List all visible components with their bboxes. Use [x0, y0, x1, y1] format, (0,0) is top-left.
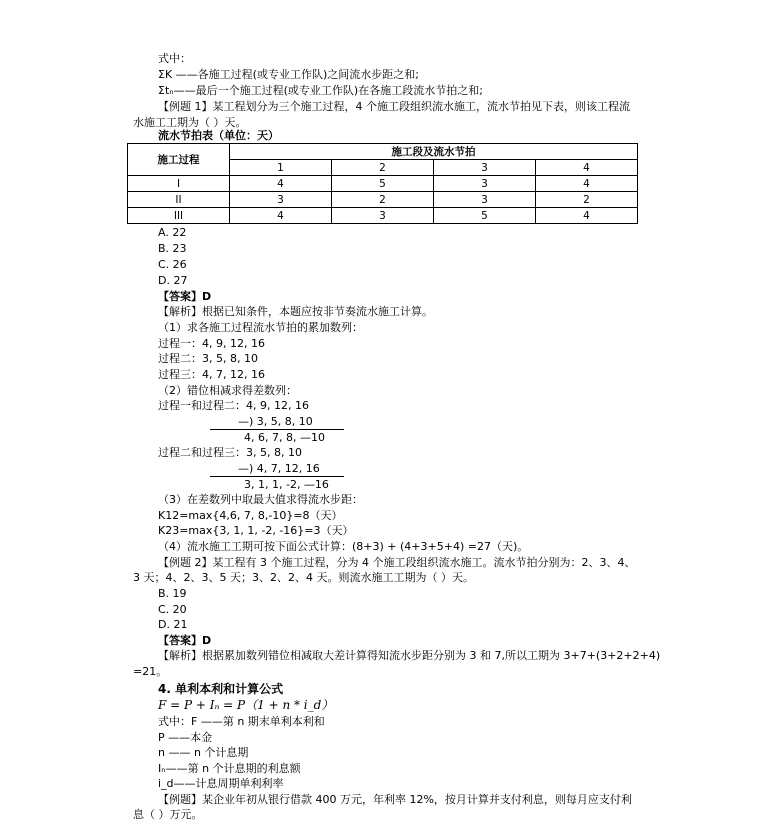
analysis: 【解析】根据累加数列错位相减取大差计算得知流水步距分别为 3 和 7,所以工期为 3+7+(3+2+2+4): [158, 649, 661, 662]
step-result: K12=max{4,6, 7, 8,-10}=8（天）: [158, 509, 343, 522]
difference-line: 4, 6, 7, 8, —10: [244, 431, 325, 444]
table-cell: 4: [536, 176, 638, 192]
table-cell: 4: [230, 176, 332, 192]
subtraction-rule: [210, 429, 344, 430]
example-question: 息（ ）万元。: [133, 808, 203, 821]
subtraction-line: 过程二和过程三：3, 5, 8, 10: [158, 446, 302, 459]
table-cell-process: II: [128, 192, 230, 208]
subtraction-line: 过程一和过程二：4, 9, 12, 16: [158, 399, 309, 412]
option-c: C. 20: [158, 603, 187, 616]
option-b: B. 23: [158, 242, 187, 255]
option-b: B. 19: [158, 587, 187, 600]
table-caption: 流水节拍表（单位：天）: [158, 129, 279, 142]
table-cell: 4: [536, 208, 638, 224]
formula-legend: P ——本金: [158, 731, 213, 744]
table-cell: 2: [332, 192, 434, 208]
step-heading: （1）求各施工过程流水节拍的累加数列：: [158, 321, 363, 334]
example1-question: 【例题 1】某工程划分为三个施工过程，4 个施工段组织流水施工，流水节拍见下表，则该工程流: [158, 100, 630, 113]
subtraction-line: —) 3, 5, 8, 10: [238, 415, 313, 428]
formula: F = P + Iₙ = P（1 + n * i_d）: [158, 698, 334, 712]
table-cell-process: I: [128, 176, 230, 192]
subtraction-line: —) 4, 7, 12, 16: [238, 462, 320, 475]
sequence-line: 过程一：4, 9, 12, 16: [158, 337, 265, 350]
intro-line: 式中：: [158, 52, 191, 65]
table-cell: 3: [434, 192, 536, 208]
option-c: C. 26: [158, 258, 187, 271]
answer: 【答案】D: [158, 290, 212, 303]
step-heading: （4）流水施工工期可按下面公式计算：(8+3) + (4+3+5+4) =27（天)。: [158, 540, 529, 553]
answer: 【答案】D: [158, 634, 212, 647]
table-cell: 5: [434, 208, 536, 224]
table-cell: 3: [332, 208, 434, 224]
difference-line: 3, 1, 1, -2, —16: [244, 478, 329, 491]
option-d: D. 27: [158, 274, 188, 287]
example2-question: 【例题 2】某工程有 3 个施工过程，分为 4 个施工段组织流水施工。流水节拍分别为：2、3、4、: [158, 556, 636, 569]
subtraction-rule: [210, 476, 344, 477]
table-cell: 3: [230, 192, 332, 208]
table-header-row: [128, 144, 638, 160]
example2-question: 3 天；4、2、3、5 天；3、2、2、4 天。则流水施工工期为（ ）天。: [133, 571, 474, 584]
table-row: [128, 208, 638, 224]
formula-legend: i_d——计息周期单利利率: [158, 777, 284, 790]
analysis: 【解析】根据已知条件，本题应按非节奏流水施工计算。: [158, 305, 433, 318]
example-question: 【例题】某企业年初从银行借款 400 万元，年利率 12%，按月计算并支付利息，则每月应支付利: [158, 793, 632, 806]
intro-line: ΣK ——各施工过程(或专业工作队)之间流水步距之和;: [158, 68, 419, 81]
table-row: [128, 192, 638, 208]
sequence-line: 过程二：3, 5, 8, 10: [158, 352, 258, 365]
formula-legend: 式中：F ——第 n 期末单利本利和: [158, 715, 325, 728]
table-header-segment: 1: [230, 160, 332, 176]
formula-legend: Iₙ——第 n 个计息期的利息额: [158, 762, 301, 775]
option-a: A. 22: [158, 226, 187, 239]
flow-rhythm-table: [127, 143, 638, 224]
step-heading: （3）在差数列中取最大值求得流水步距：: [158, 493, 363, 506]
table-cell: 3: [434, 176, 536, 192]
analysis: =21。: [133, 665, 168, 678]
table-header-group: 施工段及流水节拍: [230, 144, 638, 160]
table-header-segment: 2: [332, 160, 434, 176]
table-row: [128, 176, 638, 192]
intro-line: Σtₙ——最后一个施工过程(或专业工作队)在各施工段流水节拍之和;: [158, 84, 483, 97]
table-cell: 4: [230, 208, 332, 224]
table-header-segment: 3: [434, 160, 536, 176]
example1-question: 水施工工期为（ ）天。: [133, 116, 247, 129]
step-result: K23=max{3, 1, 1, -2, -16}=3（天）: [158, 524, 354, 537]
formula-legend: n —— n 个计息期: [158, 746, 249, 759]
table-header-segment: 4: [536, 160, 638, 176]
table-cell-process: III: [128, 208, 230, 224]
table-header-process: 施工过程: [128, 144, 230, 176]
sequence-line: 过程三：4, 7, 12, 16: [158, 368, 265, 381]
step-heading: （2）错位相减求得差数列：: [158, 384, 297, 397]
table-cell: 5: [332, 176, 434, 192]
option-d: D. 21: [158, 618, 188, 631]
section-heading: 4. 单利本利和计算公式: [158, 682, 284, 696]
table-cell: 2: [536, 192, 638, 208]
